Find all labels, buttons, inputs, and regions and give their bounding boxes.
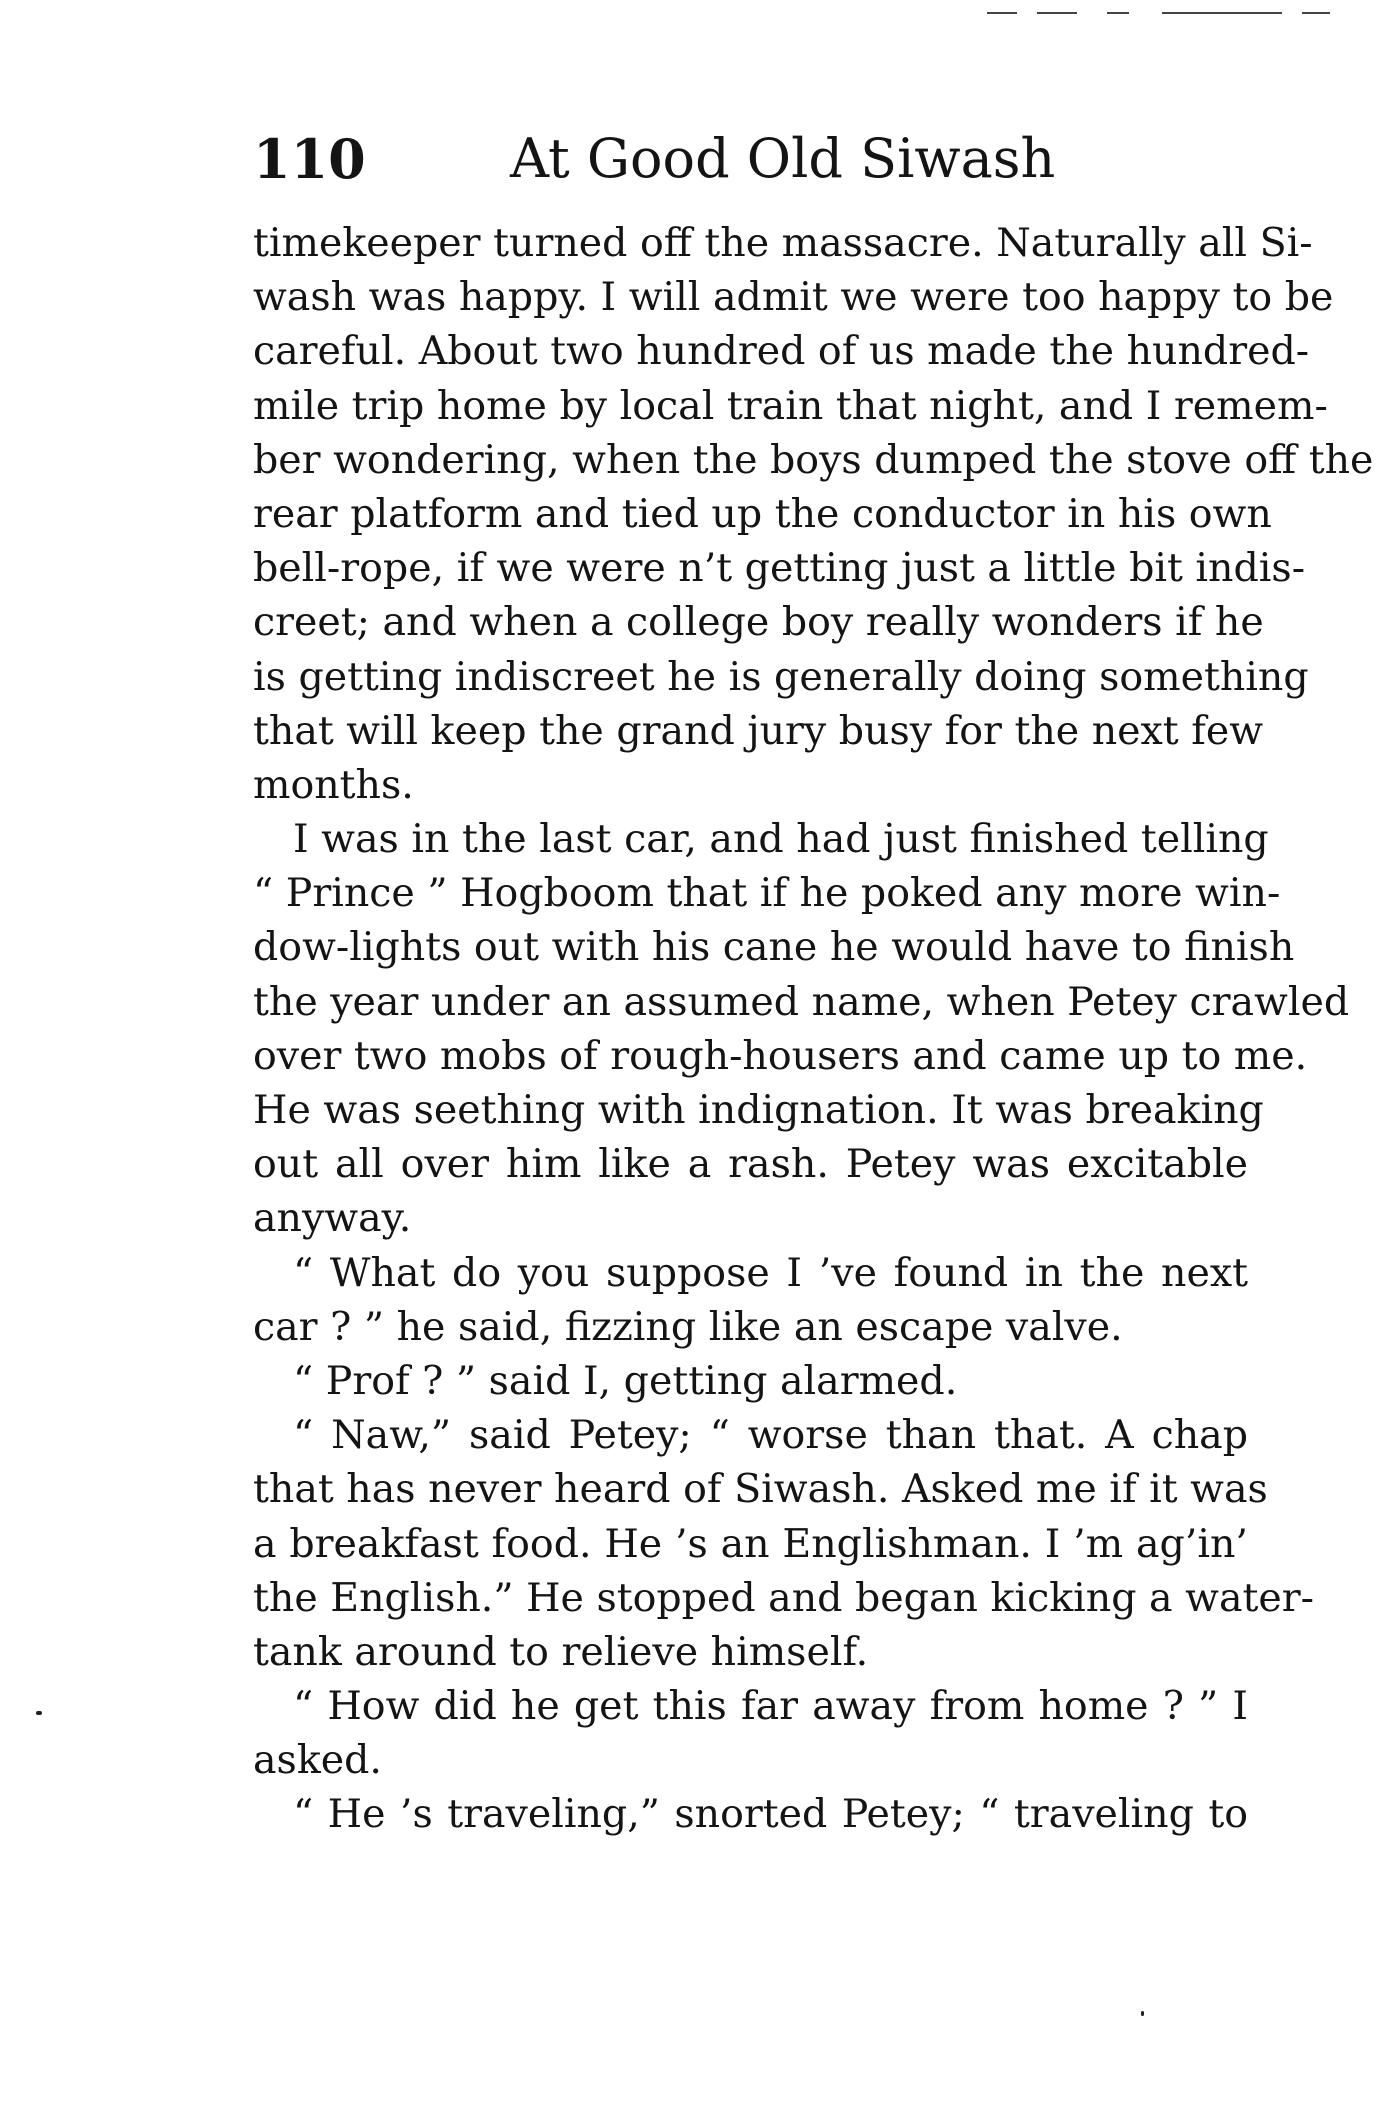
text-line: “ Prince ” Hogboom that if he poked any more win- xyxy=(253,870,1281,917)
scan-artifact-marks xyxy=(987,8,1347,22)
text-line: car ? ” he said, fizzing like an escape valve. xyxy=(253,1303,1123,1350)
body-text xyxy=(253,216,1374,1842)
text-line: “ Prof ? ” said I, getting alarmed. xyxy=(293,1357,958,1404)
text-line: anyway. xyxy=(253,1195,412,1242)
text-line: “ How did he get this far away from home ? ” I xyxy=(293,1683,1248,1730)
text-line: “ Naw,” said Petey; “ worse than that. A chap xyxy=(293,1412,1248,1459)
text-line: ber wondering, when the boys dumped the stove off the xyxy=(253,436,1374,483)
text-line: a breakfast food. He ’s an Englishman. I ’m ag’in’ xyxy=(253,1520,1248,1567)
text-line: tank around to relieve himself. xyxy=(253,1628,869,1675)
text-line: rear platform and tied up the conductor in his own xyxy=(253,490,1272,537)
running-title: At Good Old Siwash xyxy=(510,127,1056,190)
ink-speck xyxy=(36,1711,42,1715)
ink-speck xyxy=(1141,2011,1144,2016)
page-number: 110 xyxy=(253,127,366,191)
text-line: over two mobs of rough-housers and came up to me. xyxy=(253,1032,1308,1079)
text-line: “ He ’s traveling,” snorted Petey; “ traveling to xyxy=(293,1791,1248,1838)
text-line: dow-lights out with his cane he would have to finish xyxy=(253,924,1295,971)
text-line: He was seething with indignation. It was breaking xyxy=(253,1087,1264,1133)
text-line: is getting indiscreet he is generally doing something xyxy=(253,653,1309,700)
text-line: the English.” He stopped and began kicking a water- xyxy=(253,1574,1314,1621)
text-line: wash was happy. I will admit we were too happy to be xyxy=(253,274,1334,321)
text-line: out all over him like a rash. Petey was excitable xyxy=(253,1141,1248,1188)
text-line: mile trip home by local train that night, and I remem- xyxy=(253,382,1328,429)
text-line: timekeeper turned off the massacre. Naturally all Si- xyxy=(253,220,1313,266)
text-line: asked. xyxy=(253,1737,382,1784)
text-line: I was in the last car, and had just finished telling xyxy=(293,816,1269,863)
text-line: “ What do you suppose I ’ve found in the next xyxy=(293,1249,1248,1296)
text-line: months. xyxy=(253,761,414,808)
text-line: the year under an assumed name, when Petey crawled xyxy=(253,978,1350,1025)
text-line: that has never heard of Siwash. Asked me if it was xyxy=(253,1466,1268,1513)
text-line: bell-rope, if we were n’t getting just a little bit indis- xyxy=(253,545,1306,592)
text-line: that will keep the grand jury busy for the next few xyxy=(253,707,1264,754)
text-line: careful. About two hundred of us made the hundred- xyxy=(253,328,1310,375)
text-line: creet; and when a college boy really wonders if he xyxy=(253,599,1264,646)
page-header xyxy=(253,124,1253,194)
